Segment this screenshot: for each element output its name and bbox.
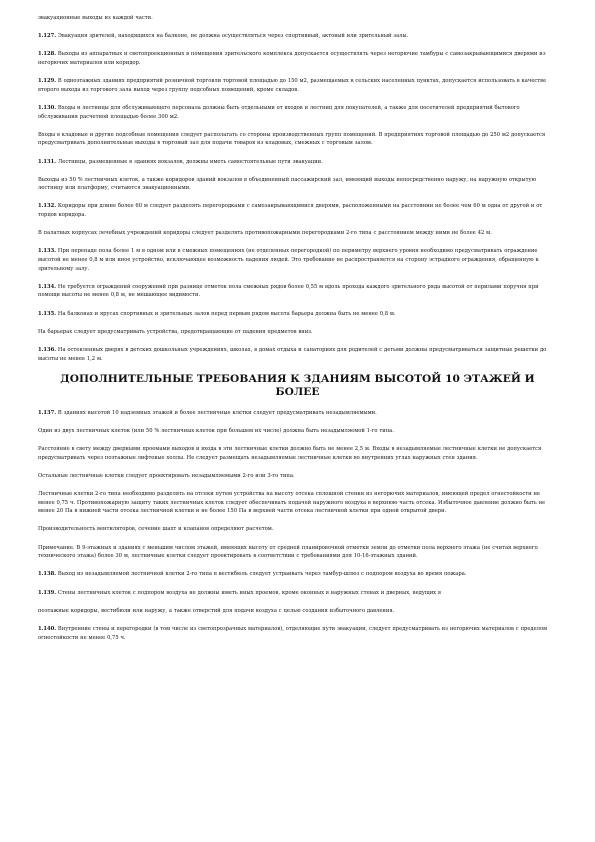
- clause-number: 1.131.: [38, 158, 57, 165]
- paragraph-text: На остекленных дверях в детских дошкольных учреждениях, школах, в домах отдыха и санаториях для родителей с детьми должны предусматриваться защитные решетки до высоты не менее 1,2 м.: [38, 346, 547, 362]
- paragraph-text: В зданиях высотой 10 надземных этажей и более лестничные клетки следует предусматривать незадымляемыми.: [57, 409, 377, 416]
- clause-number: 1.127.: [38, 33, 57, 40]
- clause-number: 1.137.: [38, 409, 57, 416]
- paragraph: [38, 544, 557, 561]
- paragraph-text: Лестничные клетки 2-го типа необходимо разделять на отсеки путем устройства на высоту отсека сплошной стенки из негорючих материалов, имеющей предел огнестойкости не менее 0,75 ч. Противопожарную защиту таких лестничных клеток следует обеспечивать подачей наружного воздуха в верхнюю часть отсека. Избыточное давление должно быть не менее 20 Па в нижней части отсека лестничной клетки и не более 150 Па в верхней части отсека лестничной клетки при одной открытой двери.: [38, 491, 546, 515]
- paragraph: [38, 490, 557, 516]
- paragraph: [38, 50, 557, 67]
- paragraph-text: Стены лестничных клеток с подпором воздуха не должны иметь иных проемов, кроме оконных в наружных стенах и дверных, ведущих в: [57, 589, 441, 596]
- paragraph-text: При перепаде пола более 1 м в одном или в смежных помещениях (не отделенных перегородкой) по периметру верхнего уровня необходимо предусматривать ограждение высотой не менее 0,8 м или иное устройство, исключающее возможность падения людей. Это требование не распространяется на сторону эстрадного ограждения, обращенную к зрительному залу.: [38, 248, 539, 272]
- paragraph-text: Выходы из 50 % лестничных клеток, а также коридоров зданий вокзалов в объединенный пассажирский зал, имеющий выходы непосредственно наружу, на наружную открытую лестницу или платформу, считаются эвакуационными.: [38, 176, 537, 192]
- paragraph-text: В одноэтажных зданиях предприятий розничной торговли торговой площадью до 150 м2, размещаемых в сельских населенных пунктах, допускается использовать в качестве второго выхода из торгового зала выход через группу подсобных помещений, кроме складов.: [38, 78, 547, 93]
- paragraph: [38, 104, 557, 121]
- paragraph: [38, 445, 557, 462]
- paragraph: [38, 525, 557, 534]
- paragraph-text: Выход из незадымляемой лестничной клетки 2-го типа в вестибюль следует устраивать через тамбур-шлюз с подпором воздуха во время пожара.: [57, 571, 467, 578]
- paragraph: [38, 202, 557, 219]
- clause-number: 1.132.: [38, 203, 57, 210]
- paragraph-text: Коридоры при длине более 60 м следует разделять перегородками с самозакрывающимися дверями, расположенными на расстоянии не более чем 60 м одна от другой и от торцов коридора.: [38, 203, 543, 219]
- paragraph: [38, 131, 557, 148]
- paragraph: [38, 77, 557, 94]
- paragraph-text: Выходы из аппаратных и светопроекционных в помещения зрительского комплекса допускается осуществлять через негорючие тамбуры с самозакрывающимися дверями из негорючих материалов или коридор.: [38, 51, 546, 66]
- paragraph-text: Входы и лестницы для обслуживающего персонала должны быть отдельными от входов и лестниц для покупателей, а также для посетителей предприятий бытового обслуживания расчетной площадью более 300 м2.: [38, 104, 520, 120]
- clause-number: 1.130.: [38, 104, 57, 111]
- paragraph: [38, 427, 557, 436]
- clause-number: 1.133.: [38, 248, 57, 255]
- paragraph-text: Не требуется ограждений сооружений при разнице отметок пола смежных рядов более 0,55 м вдоль прохода каждого зрительного ряда высотой от перилами поручня при помощи высоты не менее 0,8 м, не мешающее видимости.: [38, 283, 539, 299]
- paragraph: [38, 247, 557, 273]
- paragraph: [38, 32, 557, 41]
- paragraph: [38, 14, 557, 23]
- paragraph: [38, 283, 557, 300]
- clause-number: 1.138.: [38, 571, 57, 578]
- paragraph-text: На балконах и ярусах спортивных и зрительных залов перед первым рядом высота барьера должна быть не менее 0,8 м.: [57, 310, 396, 317]
- paragraph: [38, 472, 557, 481]
- paragraph: [38, 310, 557, 319]
- paragraph: [38, 570, 557, 579]
- paragraph-text: поэтажные коридоры, вестибюли или наружу, а также отверстий для подачи воздуха с целью создания избыточного давления.: [38, 607, 395, 614]
- paragraphs-after: [38, 409, 557, 642]
- paragraph-text: эвакуационные выходы из каждой части.: [38, 15, 153, 21]
- paragraph: [38, 589, 557, 598]
- paragraphs-before: [38, 14, 557, 363]
- section-heading: ДОПОЛНИТЕЛЬНЫЕ ТРЕБОВАНИЯ К ЗДАНИЯМ ВЫСОТОЙ 10 ЭТАЖЕЙ И БОЛЕЕ: [60, 372, 535, 398]
- paragraph-text: Примечание. В 9-этажных и зданиях с меньшим числом этажей, имеющих высоту от средней планировочной отметки земли до отметки пола верхнего этажа (не считая верхнего технического этажа) более 30 м, лестничные клетки следует проектировать в соответствии с требованиями для 10-16-этажных зданий.: [38, 544, 538, 560]
- clause-number: 1.129.: [38, 78, 57, 85]
- paragraph: [38, 409, 557, 418]
- paragraph-text: Остальные лестничные клетки следует проектировать незадымляемыми 2-го или 3-го типа.: [38, 472, 295, 479]
- paragraph-text: На барьерах следует предусматривать устройства, предотвращающие от падения предметов вниз.: [38, 328, 313, 335]
- paragraph: [38, 229, 557, 238]
- paragraph: [38, 625, 557, 642]
- paragraph-text: Один из двух лестничных клеток (или 50 % лестничных клеток при большем их числе) должна быть незадымляемой 1-го типа.: [38, 427, 394, 434]
- paragraph-text: Внутренние стены и перегородки (в том числе из светопрозрачных материалов), отделяющие пути эвакуации, следует предусматривать из негорючих материалов с пределом огнестойкости не менее 0,75 ч.: [38, 626, 548, 641]
- paragraph-text: Лестницы, размещенные в зданиях вокзалов, должны иметь самостоятельные пути эвакуации.: [57, 158, 323, 165]
- paragraph: [38, 607, 557, 616]
- paragraph: [38, 346, 557, 363]
- paragraph-text: Эвакуация зрителей, находящихся на балконе, не должна осуществляться через спортивный, актовый или зрительный залы.: [57, 33, 409, 40]
- clause-number: 1.135.: [38, 310, 57, 317]
- paragraph: [38, 328, 557, 337]
- clause-number: 1.128.: [38, 51, 57, 58]
- paragraph-text: В палатных корпусах лечебных учреждений коридоры следует разделять противопожарными перегородками 2-го типа с расстоянием между ними не более 42 м.: [38, 230, 492, 237]
- paragraph: [38, 158, 557, 167]
- clause-number: 1.140.: [38, 626, 57, 632]
- paragraph: [38, 176, 557, 193]
- clause-number: 1.136.: [38, 346, 57, 353]
- paragraph-text: Производительность вентиляторов, сечение шахт и клапанов определяют расчетом.: [38, 526, 274, 533]
- paragraph-text: Расстояние в свету между дверными проемами выходов и входа в эти лестничные клетки должно быть не менее 2,5 м. Входы в незадымляемые лестничные клетки не допускается предусматривать через поэтажные лифтовые холлы. Не следует размещать незадымляемые лестничные клетки во внутренних углах наружных стен здания.: [38, 446, 542, 461]
- clause-number: 1.134.: [38, 283, 57, 290]
- paragraph-text: Входы в кладовые и другие подсобные помещения следует располагать со стороны производственных групп помещений. В предприятиях торговой площадью до 250 м2 допускается предусматривать дополнительные выходы в торговый зал для подачи товаров из кладовых, смежных с торговым залом.: [38, 131, 546, 147]
- clause-number: 1.139.: [38, 589, 57, 596]
